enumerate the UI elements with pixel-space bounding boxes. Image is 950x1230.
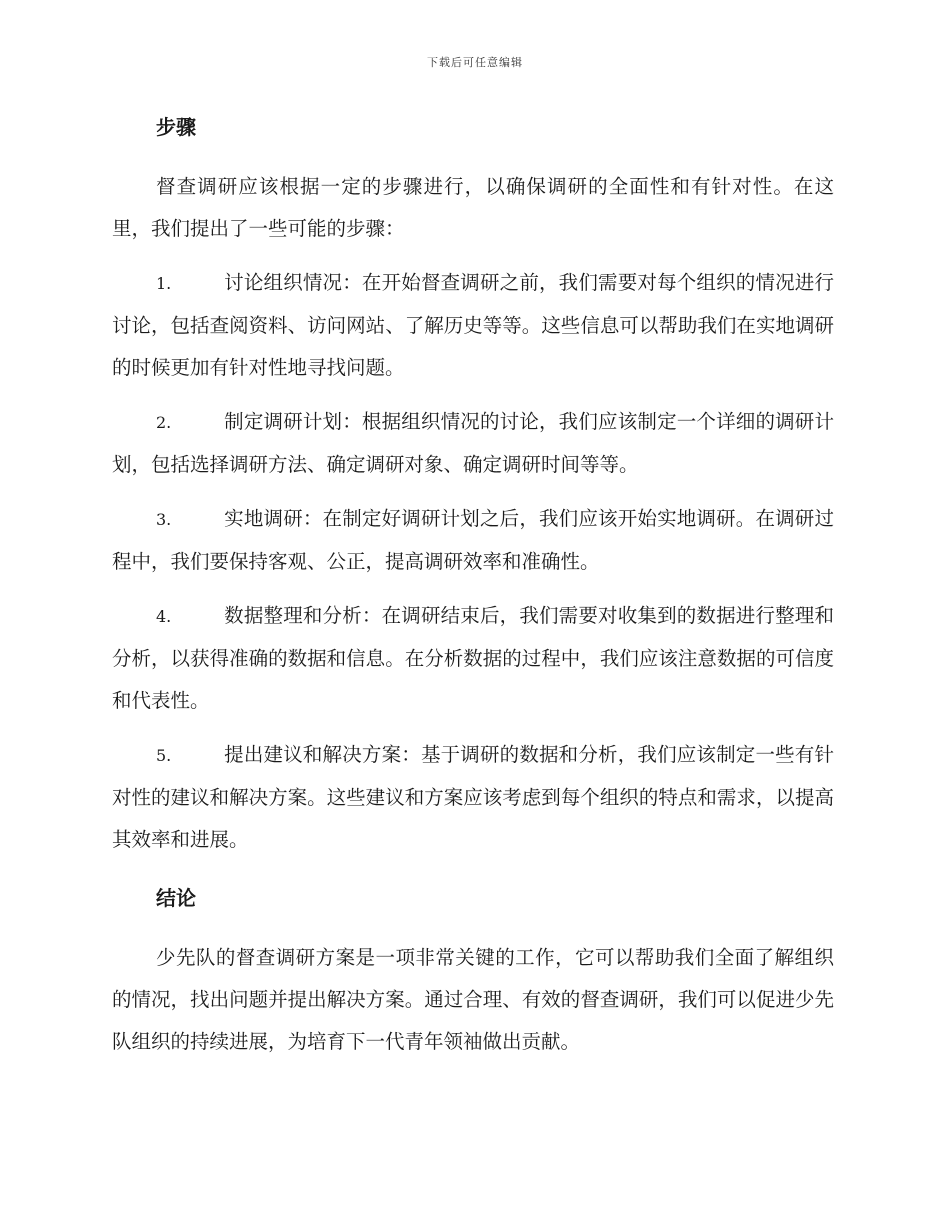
steps-intro-paragraph: 督查调研应该根据一定的步骤进行，以确保调研的全面性和有针对性。在这里，我们提出了一些可能的步骤：	[112, 175, 834, 240]
section-heading-steps: 步骤	[156, 115, 196, 139]
list-number: 3.	[156, 510, 172, 529]
list-item-text: 制定调研计划：根据组织情况的讨论，我们应该制定一个详细的调研计划，包括选择调研方法、确定调研对象、确定调研时间等等。	[112, 410, 834, 476]
section-spacer	[112, 873, 834, 881]
list-item	[112, 262, 834, 389]
list-item-text: 数据整理和分析：在调研结束后，我们需要对收集到的数据进行整理和分析，以获得准确的数据和信息。在分析数据的过程中，我们应该注意数据的可信度和代表性。	[112, 604, 834, 712]
section-heading-conclusion: 结论	[156, 886, 196, 910]
list-number: 2.	[156, 413, 172, 432]
document-body	[112, 110, 834, 1075]
list-item-text: 实地调研：在制定好调研计划之后，我们应该开始实地调研。在调研过程中，我们要保持客观、公正，提高调研效率和准确性。	[112, 507, 834, 573]
header-note: 下载后可任意编辑	[427, 56, 523, 69]
list-item-text: 提出建议和解决方案：基于调研的数据和分析，我们应该制定一些有针对性的建议和解决方案。这些建议和方案应该考虑到每个组织的特点和需求，以提高其效率和进展。	[112, 743, 834, 851]
list-item	[112, 595, 834, 722]
list-number: 1.	[156, 274, 172, 293]
list-item	[112, 401, 834, 486]
list-number: 5.	[156, 746, 172, 765]
list-item	[112, 734, 834, 861]
conclusion-paragraph: 少先队的督查调研方案是一项非常关键的工作，它可以帮助我们全面了解组织的情况，找出问题并提出解决方案。通过合理、有效的督查调研，我们可以促进少先队组织的持续进展，为培育下一代青年领袖做出贡献。	[112, 946, 834, 1053]
list-item-text: 讨论组织情况：在开始督查调研之前，我们需要对每个组织的情况进行讨论，包括查阅资料、访问网站、了解历史等等。这些信息可以帮助我们在实地调研的时候更加有针对性地寻找问题。	[112, 271, 834, 379]
list-number: 4.	[156, 607, 172, 626]
list-item	[112, 498, 834, 583]
